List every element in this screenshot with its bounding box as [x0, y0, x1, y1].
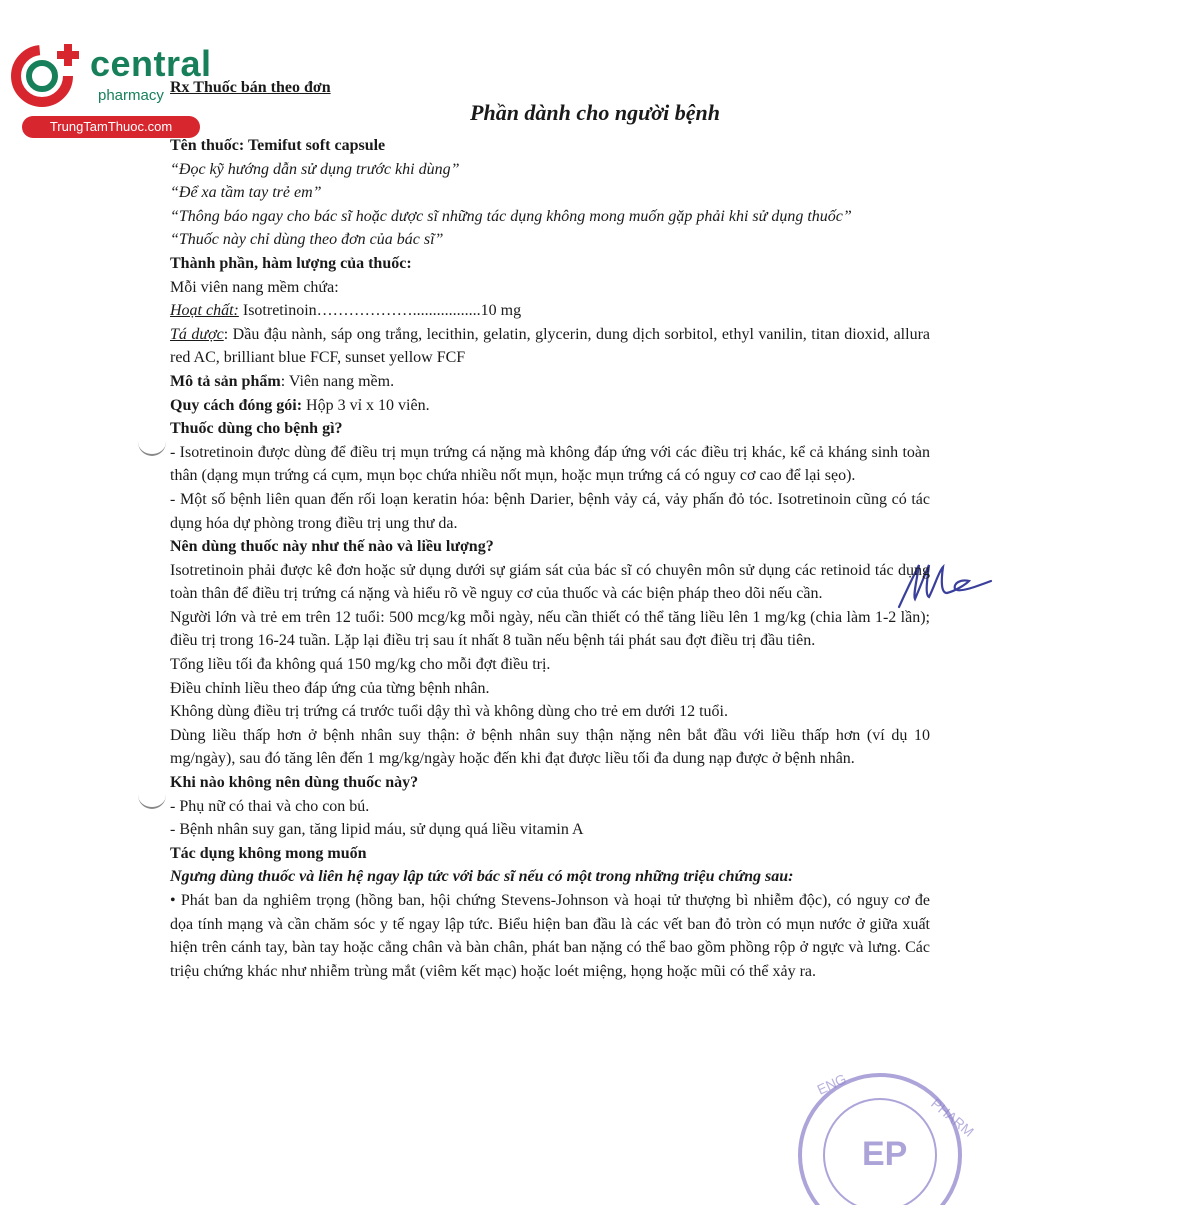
- indication-item: - Isotretinoin được dùng để điều trị mụn trứng cá nặng mà không đáp ứng với các điều trị khác, kể cả kháng sinh toàn thân (dạng mụn trứng cá cụm, mụn bọc chứa nhiều nốt mụn, hoặc mụn trứng cá có nguy cơ cao để lại sẹo).: [170, 443, 930, 485]
- active-ingredient-line: [170, 299, 930, 323]
- warning-line: “Để xa tầm tay trẻ em”: [170, 184, 322, 202]
- leaflet-body: [170, 134, 930, 983]
- dosage-paragraph: Tổng liều tối đa không quá 150 mg/kg cho mỗi đợt điều trị.: [170, 656, 551, 674]
- dosage-heading: Nên dùng thuốc này như thế nào và liều lượng?: [170, 538, 494, 556]
- rx-label: Rx Thuốc bán theo đơn: [170, 79, 331, 96]
- logo-website: TrungTamThuoc.com: [22, 116, 200, 138]
- packing-value: Hộp 3 vỉ x 10 viên.: [302, 396, 430, 414]
- contraindication-item: - Phụ nữ có thai và cho con bú.: [170, 797, 370, 815]
- adverse-item-text: Phát ban da nghiêm trọng (hồng ban, hội chứng Stevens-Johnson và hoại tử thượng bì nhiễm độc), có nguy cơ đe dọa tính mạng và cần chăm sóc y tế ngay lập tức. Biểu hiện ban đầu là các vết ban đỏ tròn có mụn nước ở giữa xuất hiện trên cánh tay, bàn tay hoặc cẳng chân và bàn chân, phát ban nặng có thể bao gồm phồng rộp ở ngực và lưng. Các triệu chứng khác như nhiễm trùng mắt (viêm kết mạc) hoặc loét miệng, họng hoặc mũi có thể xảy ra.: [170, 892, 930, 980]
- indication-item: - Một số bệnh liên quan đến rối loạn keratin hóa: bệnh Darier, bệnh vảy cá, vảy phấn đỏ tóc. Isotretinoin cũng có tác dụng hóa dự phòng trong điều trị ung thư da.: [170, 490, 930, 532]
- description-value: : Viên nang mềm.: [280, 372, 395, 390]
- adverse-heading: Tác dụng không mong muốn: [170, 844, 367, 862]
- adverse-subheading: Ngưng dùng thuốc và liên hệ ngay lập tức với bác sĩ nếu có một trong những triệu chứng sau:: [170, 868, 794, 886]
- excipient-label: Tá dược: [170, 325, 224, 343]
- excipient-line: [170, 323, 930, 370]
- dosage-paragraph: Isotretinoin phải được kê đơn hoặc sử dụng dưới sự giám sát của bác sĩ có chuyên môn sử dụng các retinoid tác dụng toàn thân để điều trị trứng cá nặng và hiểu rõ về nguy cơ của thuốc và các biện pháp theo dõi nếu cần.: [170, 561, 930, 603]
- indications-heading: Thuốc dùng cho bệnh gì?: [170, 420, 343, 438]
- drug-name-label: Tên thuốc:: [170, 137, 245, 154]
- dosage-paragraph: Điều chỉnh liều theo đáp ứng của từng bệnh nhân.: [170, 679, 490, 697]
- packing-label: Quy cách đóng gói:: [170, 396, 303, 414]
- warning-line: “Thông báo ngay cho bác sĩ hoặc dược sĩ những tác dụng không mong muốn gặp phải khi sử dụng thuốc”: [170, 207, 852, 225]
- dosage-paragraph: Không dùng điều trị trứng cá trước tuổi dậy thì và không dùng cho trẻ em dưới 12 tuổi.: [170, 703, 728, 721]
- company-stamp: [780, 1055, 978, 1205]
- punch-hole-mark: [138, 440, 166, 456]
- logo-brand: central: [90, 43, 212, 84]
- svg-text:PHARM: PHARM: [928, 1095, 978, 1140]
- description-line: [170, 370, 930, 394]
- warning-line: “Đọc kỹ hướng dẫn sử dụng trước khi dùng”: [170, 160, 460, 178]
- page-title: [0, 100, 1100, 126]
- composition-intro: Mỗi viên nang mềm chứa:: [170, 278, 339, 296]
- contraindications-heading: Khi nào không nên dùng thuốc này?: [170, 774, 419, 792]
- svg-text:EP: EP: [862, 1135, 908, 1173]
- punch-hole-mark: [138, 793, 166, 809]
- active-value: Isotretinoin……………….................10 mg: [238, 302, 522, 320]
- dosage-paragraph: Người lớn và trẻ em trên 12 tuổi: 500 mcg/kg mỗi ngày, nếu cần thiết có thể tăng liều lên 1 mg/kg (chia làm 1-2 lần); điều trị trong 16-24 tuần. Lặp lại điều trị sau ít nhất 8 tuần nếu bệnh tái phát sau đợt điều trị đầu tiên.: [170, 608, 930, 650]
- page-title-text: Phần dành cho người bệnh: [470, 100, 720, 125]
- active-label: Hoạt chất:: [170, 302, 239, 320]
- warning-line: “Thuốc này chỉ dùng theo đơn của bác sĩ”: [170, 231, 444, 249]
- composition-heading: Thành phần, hàm lượng của thuốc:: [170, 254, 412, 272]
- svg-text:ENG: ENG: [814, 1070, 849, 1098]
- excipient-value: : Dầu đậu nành, sáp ong trắng, lecithin, gelatin, glycerin, dung dịch sorbitol, ethyl vanilin, titan dioxid, allura red AC, brilliant blue FCF, sunset yellow FCF: [170, 325, 930, 367]
- logo-subtitle: pharmacy: [98, 87, 164, 104]
- adverse-item: [170, 889, 930, 983]
- description-label: Mô tả sản phẩm: [170, 372, 281, 390]
- drug-name-line: [170, 134, 930, 158]
- contraindication-item: - Bệnh nhân suy gan, tăng lipid máu, sử dụng quá liều vitamin A: [170, 821, 584, 839]
- dosage-paragraph: Dùng liều thấp hơn ở bệnh nhân suy thận: ở bệnh nhân suy thận nặng nên bắt đầu với liều thấp hơn (ví dụ 10 mg/ngày), sau đó tăng lên đến 1 mg/kg/ngày hoặc đến khi đạt được liều tối đa dung nạp được ở bệnh nhân.: [170, 726, 930, 768]
- drug-name-value: Temifut soft capsule: [244, 137, 386, 154]
- packing-line: [170, 394, 930, 418]
- bullet-icon: •: [170, 892, 176, 909]
